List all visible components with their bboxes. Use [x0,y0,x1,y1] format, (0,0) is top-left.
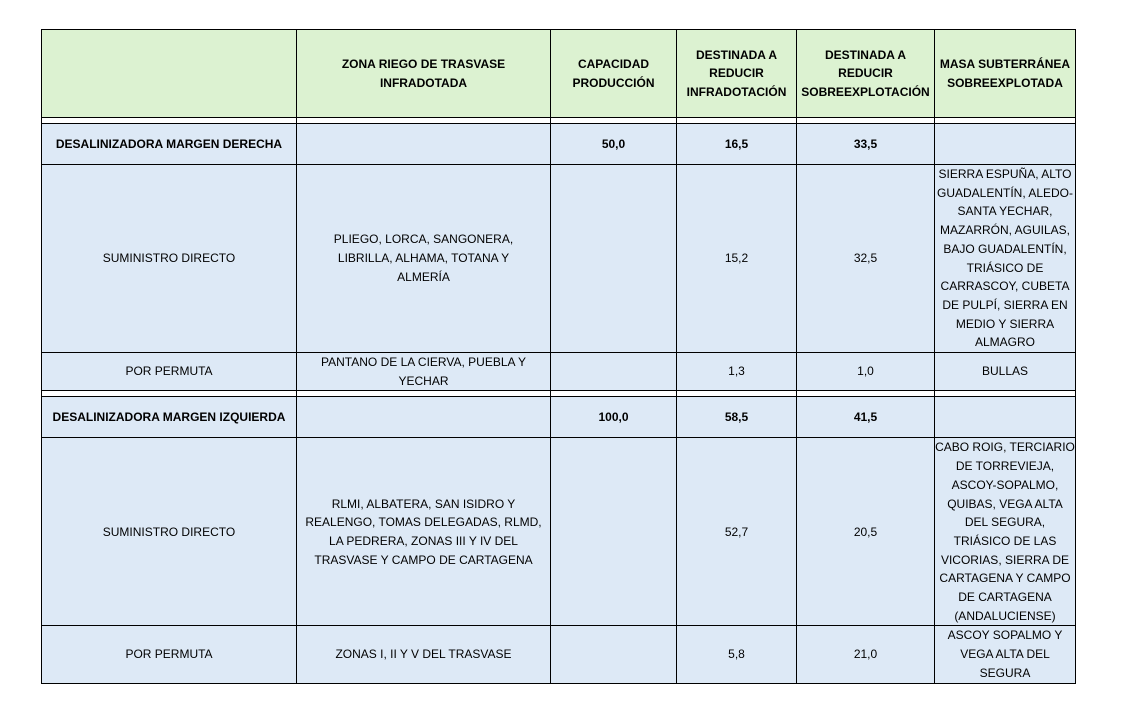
group-infradotacion-cell: 16,5 [677,124,797,165]
row-zona-cell: ZONAS I, II Y V DEL TRASVASE [297,626,551,683]
header-cell-name [42,30,297,118]
water-allocation-table [41,29,1076,684]
table-row [42,353,1076,391]
row-zona-cell: PLIEGO, LORCA, SANGONERA, LIBRILLA, ALHAMA, TOTANA Y ALMERÍA [297,165,551,353]
group-name-cell: DESALINIZADORA MARGEN IZQUIERDA [42,397,297,438]
row-sobreexplotacion-cell: 21,0 [797,626,935,683]
row-masa-cell: CABO ROIG, TERCIARIO DE TORREVIEJA, ASCOY-SOPALMO, QUIBAS, VEGA ALTA DEL SEGURA, TRIÁSICO DE LAS VICORIAS, SIERRA DE CARTAGENA Y CAMPO DE CARTAGENA (ANDALUCIENSE) [935,438,1076,626]
row-masa-cell: BULLAS [935,353,1076,391]
group-name-cell: DESALINIZADORA MARGEN DERECHA [42,124,297,165]
group-capacidad-cell: 100,0 [551,397,677,438]
group-summary-row-izquierda [42,397,1076,438]
group-zona-cell [297,124,551,165]
row-masa-cell: SIERRA ESPUÑA, ALTO GUADALENTÍN, ALEDO-SANTA YECHAR, MAZARRÓN, AGUILAS, BAJO GUADALENTÍN, TRIÁSICO DE CARRASCOY, CUBETA DE PULPÍ, SIERRA EN MEDIO Y SIERRA ALMAGRO [935,165,1076,353]
group-masa-cell [935,397,1076,438]
header-cell-capacidad: CAPACIDAD PRODUCCIÓN [551,30,677,118]
row-infradotacion-cell: 5,8 [677,626,797,683]
row-capacidad-cell [551,626,677,683]
group-masa-cell [935,124,1076,165]
group-sobreexplotacion-cell: 41,5 [797,397,935,438]
header-cell-zona: ZONA RIEGO DE TRASVASE INFRADOTADA [297,30,551,118]
group-infradotacion-cell: 58,5 [677,397,797,438]
row-capacidad-cell [551,438,677,626]
row-infradotacion-cell: 52,7 [677,438,797,626]
row-name-cell: SUMINISTRO DIRECTO [42,438,297,626]
row-sobreexplotacion-cell: 1,0 [797,353,935,391]
header-cell-masa: MASA SUBTERRÁNEA SOBREEXPLOTADA [935,30,1076,118]
header-cell-sobreexplotacion: DESTINADA A REDUCIR SOBREEXPLOTACIÓN [797,30,935,118]
row-zona-cell: PANTANO DE LA CIERVA, PUEBLA Y YECHAR [297,353,551,391]
group-summary-row-derecha [42,124,1076,165]
row-zona-cell: RLMI, ALBATERA, SAN ISIDRO Y REALENGO, TOMAS DELEGADAS, RLMD, LA PEDRERA, ZONAS III Y IV DEL TRASVASE Y CAMPO DE CARTAGENA [297,438,551,626]
row-masa-cell: ASCOY SOPALMO Y VEGA ALTA DEL SEGURA [935,626,1076,683]
group-sobreexplotacion-cell: 33,5 [797,124,935,165]
header-cell-infradotacion: DESTINADA A REDUCIR INFRADOTACIÓN [677,30,797,118]
row-capacidad-cell [551,353,677,391]
row-infradotacion-cell: 1,3 [677,353,797,391]
table-row [42,438,1076,626]
table-row [42,165,1076,353]
row-sobreexplotacion-cell: 20,5 [797,438,935,626]
row-capacidad-cell [551,165,677,353]
row-infradotacion-cell: 15,2 [677,165,797,353]
row-name-cell: SUMINISTRO DIRECTO [42,165,297,353]
group-zona-cell [297,397,551,438]
row-name-cell: POR PERMUTA [42,626,297,683]
row-sobreexplotacion-cell: 32,5 [797,165,935,353]
header-row [42,30,1076,118]
group-capacidad-cell: 50,0 [551,124,677,165]
row-name-cell: POR PERMUTA [42,353,297,391]
table-row [42,626,1076,683]
